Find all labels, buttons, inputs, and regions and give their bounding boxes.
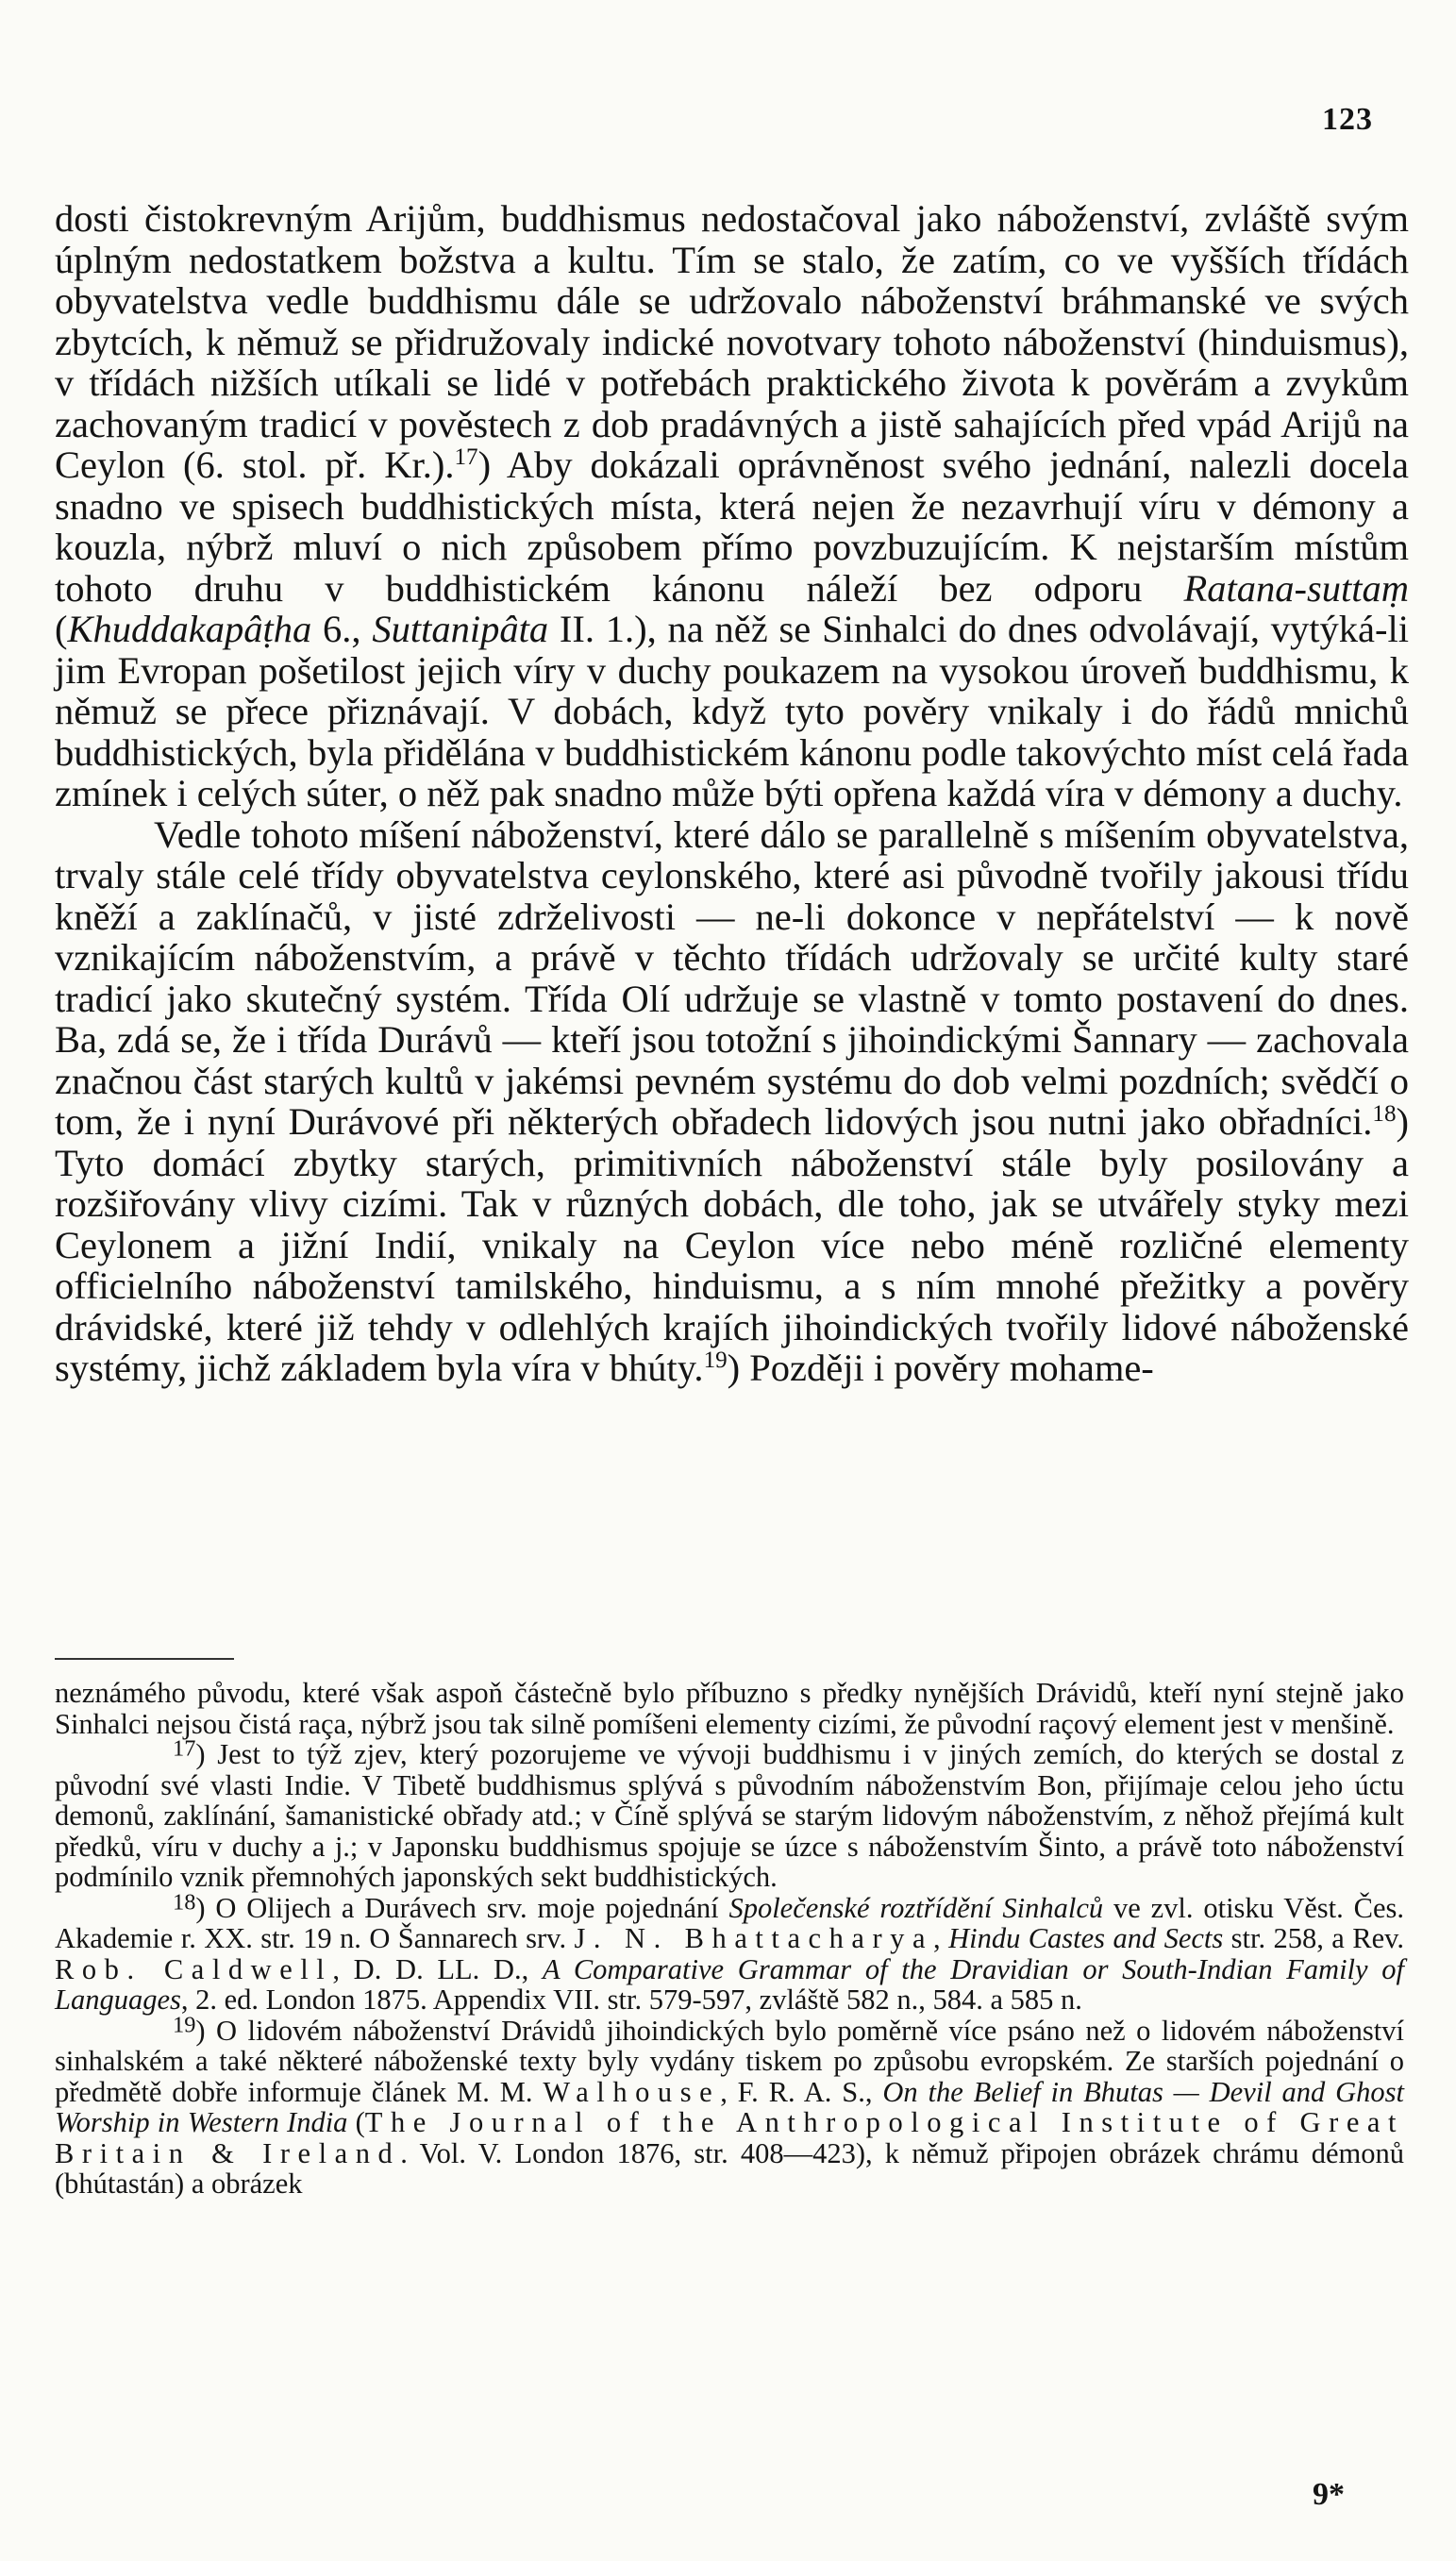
spaced-name: Rob. Caldwell (55, 1952, 333, 1985)
footnote-17 (55, 1735, 1404, 1893)
footnote-18 (55, 1888, 1405, 2016)
italic-title: Khuddakapâṭha (67, 608, 312, 650)
footnote-number: 19 (173, 2011, 196, 2037)
text-run: ( (347, 2106, 365, 2138)
signature-mark: 9* (1313, 2477, 1345, 2512)
text-run: ve zvl. otisku Věst. Čes. Akademie r. XX. str. 19 n. O Šannarech srv. (55, 1891, 1404, 1954)
main-text (55, 198, 1409, 1389)
footnote-reference: 18 (1372, 1101, 1397, 1128)
text-run: , D. D. LL. D., (332, 1952, 544, 1985)
text-run: . Vol. V. London 1876, str. 408—423), k němuž připojen obrázek chrámu démonů (bhútastán) a obrázek (55, 2136, 1404, 2200)
footnote-reference: 19 (703, 1347, 728, 1374)
text-run: , F. R. A. S., (720, 2075, 883, 2108)
footnote-19 (55, 2011, 1405, 2200)
italic-title: Suttanipâta (372, 608, 549, 650)
italic-title: Hindu Castes and Sects (948, 1922, 1224, 1954)
footnote-continuation (55, 1678, 1404, 1739)
spaced-name: Walhouse (543, 2075, 721, 2108)
text-run: ) O Olijech a Durávech srv. moje pojednání (195, 1891, 729, 1924)
text-run: ) O lidovém náboženství Drávidů jihoindických bylo poměrně více psáno než o lidovém náboženství sinhalském a také některé náboženské texty byly vydány tiskem po způsobu evropském. Ze starších pojednání o předmětě dobře informuje článek M. M. (55, 2014, 1404, 2108)
spaced-name: J. N. Bhattacharya (574, 1922, 934, 1954)
text-run: , (933, 1922, 949, 1954)
footnotes (55, 1678, 1404, 2200)
text-run: , 2. ed. London 1875. Appendix VII. str. 579-597, zvláště 582 n., 584. a 585 n. (180, 1984, 1082, 2016)
text-run: ) Aby dokázali oprávněnost svého jednání, nalezli docela snadno ve spisech buddhistických místa, která nejen že nezavrhují víru v démony a kouzla, nýbrž mluví o nich způsobem přímo povzbuzujícím. K nejstarším místům tohoto druhu v buddhistickém kánonu náleží bez odporu (55, 444, 1409, 610)
text-run: neznámého původu, které však aspoň částečně bylo příbuzno s předky nynějších Drávidů, kteří nyní stejně jako Sinhalci nejsou čistá raça, nýbrž jsou tak silně pomíšeni elementy cizími, že původní raçový element jest v menšině. (55, 1677, 1404, 1740)
text-run: ( (55, 608, 68, 650)
footnote-number: 18 (173, 1888, 196, 1915)
footnote-divider (55, 1658, 234, 1660)
spaced-name: The Journal of the Anthropological Institute of Great Britain & Ireland (55, 2106, 1404, 2169)
text-run: ) Později i pověry mohame- (727, 1347, 1154, 1389)
text-run: str. 258, a Rev. (1223, 1922, 1405, 1954)
text-run: 6., (311, 608, 373, 650)
italic-title: A Comparative Grammar of the Dravidian or South-Indian Family of Languages (55, 1952, 1404, 2016)
text-run: Vedle tohoto míšení náboženství, které dálo se parallelně s míšením obyvatelstva, trvaly stále celé třídy obyvatelstva ceylonského, které asi původně tvořily jakousi třídu kněží a zaklínačů, v jisté zdrželivosti — ne-li dokonce v nepřátelství — k nově vznikajícím náboženstvím, a právě v těchto třídách udržovaly se určité kulty staré tradicí jako skutečný systém. Třída Olí udržuje se vlastně v tomto postavení do dnes. Ba, zdá se, že i třída Durávů — kteří jsou totožní s jihoindickými Šannary — zachovala značnou část starých kultů v jakémsi pevném systému do dob velmi pozdních; svědčí o tom, že i nyní Durávové při některých obřadech lidových jsou nutni jako obřadníci. (55, 812, 1409, 1143)
page-number: 123 (1322, 102, 1373, 137)
paragraph-2 (55, 814, 1409, 1389)
text-run: ) Jest to týž zjev, který pozorujeme ve vývoji buddhismu i v jiných zemích, do kterých se dostal z původní své vlasti Indie. V Tibetě buddhismus splývá s původním náboženstvím Bon, přijímaje celou jeho úctu demonů, zaklínání, šamanistické obřady atd.; v Číně splývá se starým lidovým náboženstvím, z něhož přejímá kult předků, víru v duchy a j.; v Japonsku buddhismus spojuje se úzce s náboženstvím Šinto, a právě toto náboženství podmínilo vznik přemnohých japonských sekt buddhistických. (55, 1738, 1404, 1893)
paragraph-1 (55, 198, 1409, 814)
text-run: ) Tyto domácí zbytky starých, primitivních náboženství stále byly posilovány a rozšiřovány vlivy cizími. Tak v různých dobách, dle toho, jak se utvářely styky mezi Ceylonem a jižní Indií, vnikaly na Ceylon více nebo méně rozličné elementy officielního náboženství tamilského, hinduismu, a s ním mnohé přežitky a pověry drávidské, které již tehdy v odlehlých krajích jihoindických tvořily lidové náboženské systémy, jichž základem byla víra v bhúty. (55, 1100, 1409, 1389)
footnote-number: 17 (173, 1735, 196, 1762)
italic-title: On the Belief in Bhutas — Devil and Ghost Worship in Western India (55, 2075, 1405, 2138)
text-run: dosti čistokrevným Arijům, buddhismus nedostačoval jako náboženství, zvláště svým úplným nedostatkem božstva a kultu. Tím se stalo, že zatím, co ve vyšších třídách obyvatelstva vedle buddhismu dále se udržovalo náboženství bráhmanské ve svých zbytcích, k němuž se přidružovaly indické novotvary tohoto náboženství (hinduismus), v třídách nižších utíkali se lidé v potřebách praktického života k pověrám a zvykům zachovaným tradicí v pověstech z dob pradávných a jistě sahajících před vpád Arijů na Ceylon (6. stol. př. Kr.). (55, 197, 1409, 486)
footnote-reference: 17 (454, 444, 478, 471)
italic-title: Společenské roztřídění Sinhalců (728, 1891, 1104, 1924)
italic-title: Ratana-suttaṃ (1183, 566, 1409, 610)
text-run: II. 1.), na něž se Sinhalci do dnes odvolávají, vytýká-li jim Evropan pošetilost jejich víry v duchy poukazem na vysokou úroveň buddhismu, k němuž se přece přiznávají. V dobách, když tyto pověry vnikaly i do řádů mnichů buddhistických, byla přidělána v buddhistickém kánonu podle takovýchto míst celá řada zmínek i celých súter, o něž pak snadno může býti opřena každá víra v démony a duchy. (55, 608, 1409, 814)
